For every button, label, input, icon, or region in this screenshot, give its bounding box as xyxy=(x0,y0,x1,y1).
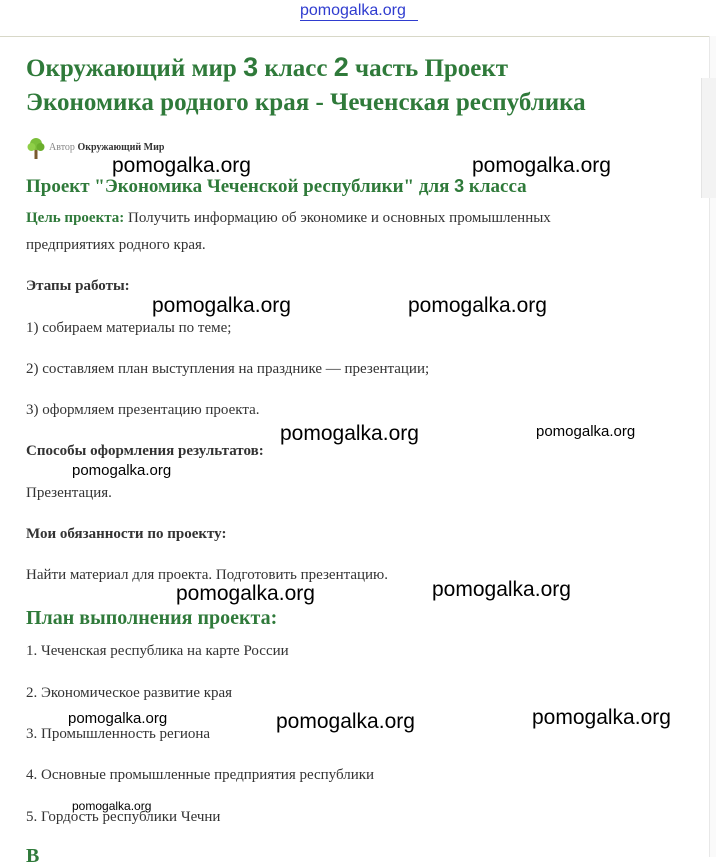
stage-item: 1) собираем материалы по теме; xyxy=(26,320,232,336)
article-title-line1: Окружающий мир 3 класс 2 часть Проект xyxy=(26,52,509,82)
duties-text: Найти материал для проекта. Подготовить презентацию. xyxy=(26,567,389,583)
goal-text-continued: предприятиях родного края. xyxy=(26,237,206,253)
tree-icon xyxy=(26,137,46,159)
stages-label: Этапы работы: xyxy=(26,278,130,294)
plan-heading: План выполнения проекта: xyxy=(26,607,278,629)
stage-item: 3) оформляем презентацию проекта. xyxy=(26,402,260,418)
goal-label: Цель проекта: xyxy=(26,210,125,226)
author-name[interactable]: Окружающий Мир xyxy=(77,142,165,153)
stage-item: 2) составляем план выступления на празднике — презентации; xyxy=(26,361,430,377)
site-link-underline xyxy=(300,20,418,21)
plan-item: 5. Гордость республики Чечни xyxy=(26,809,221,825)
watermark: pomogalka.org xyxy=(532,706,671,729)
watermark: pomogalka.org xyxy=(112,154,251,177)
author-label: Автор xyxy=(49,142,75,153)
plan-item: 1. Чеченская республика на карте России xyxy=(26,643,289,659)
site-link[interactable]: pomogalka.org xyxy=(300,2,406,19)
methods-label: Способы оформления результатов: xyxy=(26,443,264,459)
plan-item: 4. Основные промышленные предприятия республики xyxy=(26,767,375,783)
watermark: pomogalka.org xyxy=(408,294,547,317)
project-heading: Проект "Экономика Чеченской республики" для 3 класса xyxy=(26,176,527,197)
goal-paragraph xyxy=(26,210,551,227)
watermark: pomogalka.org xyxy=(72,462,172,479)
plan-item: 3. Промышленность региона xyxy=(26,726,211,742)
watermark: pomogalka.org xyxy=(276,710,415,733)
watermark: pomogalka.org xyxy=(536,423,636,440)
watermark: pomogalka.org xyxy=(280,422,419,445)
watermark: pomogalka.org xyxy=(176,582,315,605)
watermark: pomogalka.org xyxy=(432,578,571,601)
right-sidebar-panel xyxy=(701,78,716,198)
next-heading-fragment: В xyxy=(26,845,40,867)
goal-text: Получить информацию об экономике и основных промышленных xyxy=(124,210,551,226)
watermark: pomogalka.org xyxy=(72,799,152,813)
header-divider xyxy=(0,36,716,37)
author-line xyxy=(49,142,164,153)
duties-label: Мои обязанности по проекту: xyxy=(26,526,227,542)
methods-text: Презентация. xyxy=(26,485,112,501)
watermark: pomogalka.org xyxy=(68,710,168,727)
watermark: pomogalka.org xyxy=(472,154,611,177)
article-title-line2: Экономика родного края - Чеченская республика xyxy=(26,89,586,116)
plan-item: 2. Экономическое развитие края xyxy=(26,685,233,701)
watermark: pomogalka.org xyxy=(152,294,291,317)
